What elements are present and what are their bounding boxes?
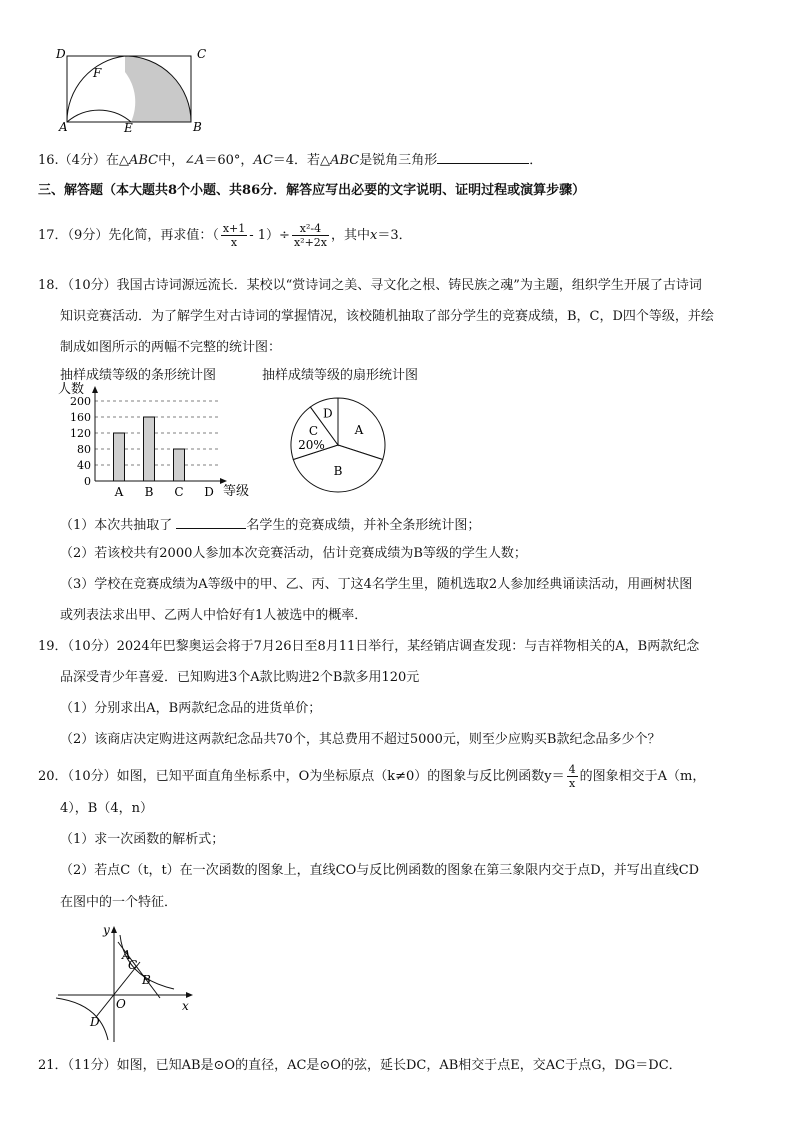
q20-sub2-line1: （2）若点C（t，t）在一次函数的图象上，直线CO与反比例函数的图象在第三象限内交于点D，并写出直线CD — [60, 863, 700, 878]
label-D: D — [90, 1015, 100, 1029]
q18-sub3-line1: （3）学校在竞赛成绩为A等级中的甲、乙、丙、丁这4名学生里，随机选取2人参加经典诵读活动，用画树状图 — [60, 577, 693, 592]
q18-line-2: 知识竞赛活动．为了解学生对古诗词的掌握情况，该校随机抽取了部分学生的竞赛成绩，B，C，D四个等级，并绘 — [60, 309, 714, 324]
x-axis-label: 等级 — [223, 484, 250, 499]
q18-answer-blank[interactable] — [176, 514, 246, 529]
label-C: C — [128, 958, 138, 972]
q20-sub1: （1）求一次函数的解析式； — [60, 832, 225, 847]
q18-line-1: 18．（10分）我国古诗词源远流长．某校以“赏诗词之美、寻文化之根、铸民族之魂”为主题，组织学生开展了古诗词 — [38, 278, 702, 293]
y-tick-label: 0 — [84, 475, 91, 488]
q20-sub2-line2: 在图中的一个特征． — [60, 895, 178, 910]
label-A: A — [122, 948, 131, 962]
label-x: x — [182, 999, 189, 1013]
y-tick-label: 120 — [70, 427, 91, 440]
y-axis-arrow — [92, 386, 98, 393]
q19-sub1: （1）分别求出A，B两款纪念品的进货单价； — [60, 701, 322, 716]
q19-sub2: （2）该商店决定购进这两款纪念品共70个，其总费用不超过5000元，则至少应购买B款纪念品多少个？ — [60, 732, 661, 747]
q16-answer-blank[interactable] — [437, 149, 529, 164]
y-axis-arrow — [111, 926, 117, 933]
q19-line-1: 19．（10分）2024年巴黎奥运会将于7月26日至8月11日举行，某经销店调查发现：与吉祥物相关的A，B两款纪念 — [38, 639, 700, 654]
hyperbola-q3 — [56, 998, 108, 1040]
pie-percent-C: 20% — [298, 438, 325, 453]
q21-line-1: 21．（11分）如图，已知AB是⊙O的直径，AC是⊙O的弦，延长DC，AB相交于点E，交AC于点G，DG＝DC． — [38, 1058, 682, 1073]
label-O: O — [116, 997, 126, 1011]
y-tick-label: 200 — [70, 395, 91, 408]
label-A: A — [59, 120, 68, 134]
y-tick-label: 80 — [77, 443, 91, 456]
q17-line: 17．（9分）先化简，再求值：（ $\frac{x+1}{x}$ - 1）÷ $\frac{\text{x²-4}}{\text{x²+2x}}$ ，其中x＝3． — [38, 222, 412, 249]
bar-chart — [55, 380, 270, 502]
bar-chart-title: 抽样成绩等级的条形统计图 — [60, 368, 217, 383]
label-B: B — [142, 973, 151, 987]
label-F: F — [93, 66, 102, 80]
label-C: C — [197, 47, 207, 61]
bar-A — [114, 433, 125, 481]
q15-figure — [50, 45, 220, 135]
pie-label-A: A — [354, 422, 364, 437]
label-D: D — [56, 47, 66, 61]
y-tick-label: 40 — [77, 459, 91, 472]
y-axis-label: 人数 — [58, 382, 85, 397]
label-B: B — [193, 120, 202, 134]
bar-B — [144, 417, 155, 481]
y-tick-label: 160 — [70, 411, 91, 424]
pie-chart-title: 抽样成绩等级的扇形统计图 — [262, 368, 419, 383]
q20-line-1: 20．（10分）如图，已知平面直角坐标系中，O为坐标原点（k≠0）的图象与反比例函数y＝ $\frac{4}{x}$ 的图象相交于A（m， — [38, 763, 706, 790]
x-tick-label: C — [174, 485, 184, 499]
pie-chart — [285, 392, 395, 496]
x-tick-label: A — [114, 485, 124, 499]
pie-label-B: B — [333, 463, 343, 478]
bar-C — [174, 449, 185, 481]
x-tick-label: B — [144, 485, 154, 499]
x-tick-label: D — [204, 485, 214, 499]
q18-sub2: （2）若该校共有2000人参加本次竞赛活动，估计竞赛成绩为B等级的学生人数； — [60, 546, 527, 561]
label-y: y — [103, 923, 110, 937]
q16-line: 16.（4分）在△ABC中，∠A＝60°，AC＝4．若△ABC是锐角三角形 ． — [38, 149, 542, 170]
q18-sub1: （1）本次共抽取了 名学生的竞赛成绩，并补全条形统计图； — [60, 514, 480, 535]
q19-line-2: 品深受青少年喜爱．已知购进3个A款比购进2个B款多用120元 — [60, 670, 420, 685]
q20-figure — [52, 920, 202, 1045]
x-axis-arrow — [186, 992, 193, 998]
label-E: E — [124, 121, 133, 135]
q18-line-3: 制成如图所示的两幅不完整的统计图： — [60, 340, 282, 355]
pie-label-C: C — [308, 424, 319, 439]
section-3-heading: 三、解答题（本大题共8个小题、共86分．解答应写出必要的文字说明、证明过程或演算步骤） — [38, 183, 586, 198]
q20-line-2: 4），B（4，n） — [60, 801, 153, 816]
pie-label-D: D — [323, 406, 333, 421]
q18-sub3-line2: 或列表法求出甲、乙两人中恰好有1人被选中的概率． — [60, 608, 368, 623]
